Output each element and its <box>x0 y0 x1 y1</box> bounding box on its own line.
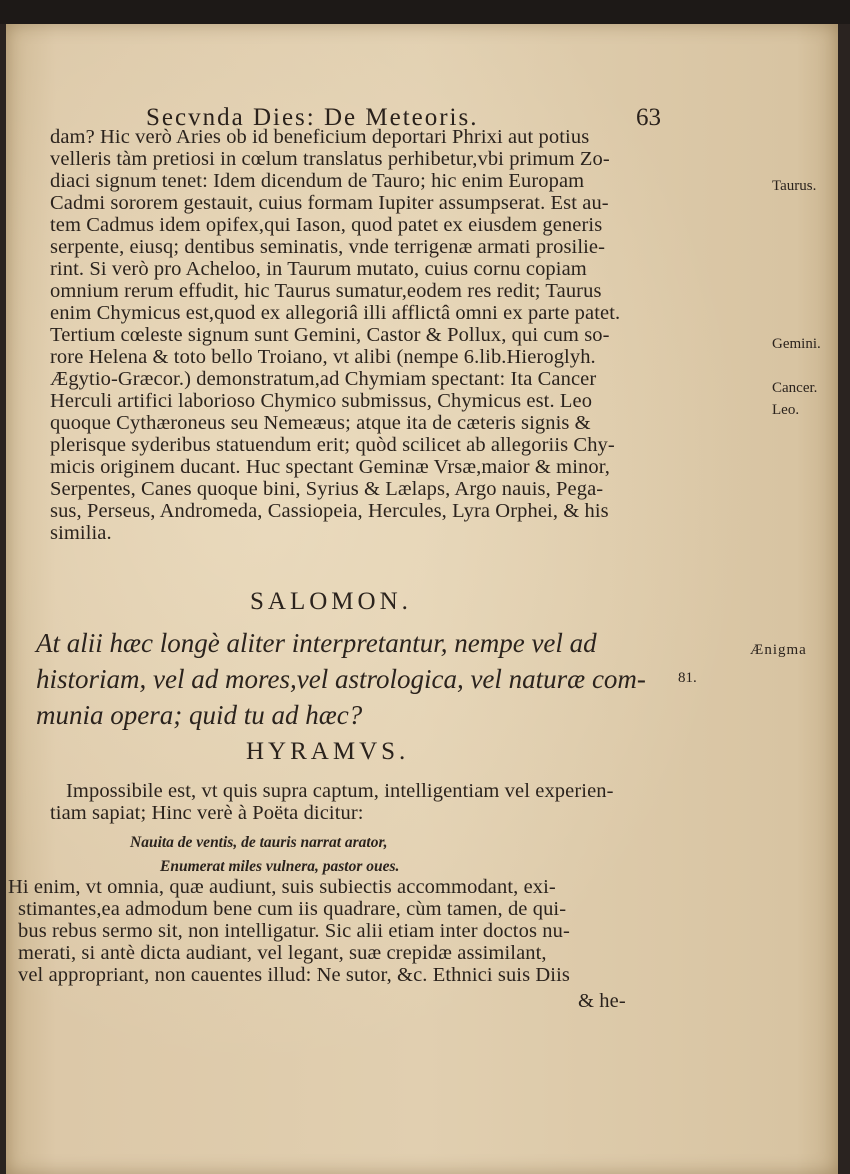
verse-line: Nauita de ventis, de tauris narrat arator, <box>130 834 388 851</box>
closing-line: stimantes,ea admodum bene cum iis quadrare, cùm tamen, de qui- <box>18 898 567 920</box>
margin-note-taurus: Taurus. <box>772 178 817 194</box>
body-line: micis originem ducant. Huc spectant Geminæ Vrsæ,maior & minor, <box>50 456 611 478</box>
body-line: dam? Hic verò Aries ob id beneficium deportari Phrixi aut potius <box>50 126 590 148</box>
catchword: & he- <box>578 990 626 1012</box>
book-page <box>6 24 838 1174</box>
body-line: velleris tàm pretiosi in cœlum translatus perhibetur,vbi primum Zo- <box>50 148 610 170</box>
body-line: tem Cadmus idem opifex,qui Iason, quod patet ex eiusdem generis <box>50 214 603 236</box>
page-number: 63 <box>636 104 661 131</box>
body-line: Serpentes, Canes quoque bini, Syrius & Lælaps, Argo nauis, Pega- <box>50 478 604 500</box>
body-line: quoque Cythæroneus seu Nemeæus; atque ita de cæteris signis & <box>50 412 591 434</box>
body-line: serpente, eiusq; dentibus seminatis, vnde terrigenæ armati prosilie- <box>50 236 606 258</box>
body-line: sus, Perseus, Andromeda, Cassiopeia, Hercules, Lyra Orphei, & his <box>50 500 609 522</box>
body-line: plerisque syderibus statuendum erit; quòd scilicet ab allegoriis Chy- <box>50 434 615 456</box>
body-line: enim Chymicus est,quod ex allegoriâ illi afflictâ omni ex parte patet. <box>50 302 621 324</box>
body-line: similia. <box>50 522 112 544</box>
margin-note-leo: Leo. <box>772 402 800 418</box>
scan-border <box>0 0 850 24</box>
closing-line: merati, si antè dicta audiant, vel legant, suæ crepidæ assimilant, <box>18 942 547 964</box>
aenigma-line: At alii hæc longè aliter interpretantur, nempe vel ad <box>36 628 597 658</box>
running-title: Secvnda Dies: De Meteoris. <box>146 104 479 131</box>
body-line: Herculi artifici laborioso Chymico submissus, Chymicus est. Leo <box>50 390 593 412</box>
margin-note-aenigma: Ænigma <box>750 642 807 658</box>
body-line: Ægytio-Græcor.) demonstratum,ad Chymiam spectant: Ita Cancer <box>50 368 597 390</box>
answer-line: Impossibile est, vt quis supra captum, intelligentiam vel experien- <box>66 780 614 802</box>
body-line: Cadmi sororem gestauit, cuius formam Iupiter assumpserat. Est au- <box>50 192 609 214</box>
body-line: Tertium cœleste signum sunt Gemini, Castor & Pollux, qui cum so- <box>50 324 610 346</box>
closing-line: bus rebus sermo sit, non intelligatur. Sic alii etiam inter doctos nu- <box>18 920 570 942</box>
body-line: rint. Si verò pro Acheloo, in Taurum mutato, cuius cornu copiam <box>50 258 587 280</box>
aenigma-line: munia opera; quid tu ad hæc? <box>36 700 363 730</box>
margin-note-number: 81. <box>678 670 697 686</box>
body-line: diaci signum tenet: Idem dicendum de Tauro; hic enim Europam <box>50 170 585 192</box>
margin-note-cancer: Cancer. <box>772 380 818 396</box>
verse-line: Enumerat miles vulnera, pastor oues. <box>160 858 400 875</box>
body-line: rore Helena & toto bello Troiano, vt alibi (nempe 6.lib.Hieroglyh. <box>50 346 596 368</box>
closing-line: vel appropriant, non cauentes illud: Ne sutor, &c. Ethnici suis Diis <box>18 964 570 986</box>
body-line: omnium rerum effudit, hic Taurus sumatur,eodem res redit; Taurus <box>50 280 602 302</box>
closing-line: Hi enim, vt omnia, quæ audiunt, suis subiectis accommodant, exi- <box>8 876 556 898</box>
margin-note-gemini: Gemini. <box>772 336 821 352</box>
aenigma-line: historiam, vel ad mores,vel astrologica, vel naturæ com- <box>36 664 646 694</box>
answer-line: tiam sapiat; Hinc verè à Poëta dicitur: <box>50 802 364 824</box>
heading-hyramus: HYRAMVS. <box>246 738 410 765</box>
heading-salomon: SALOMON. <box>250 588 412 615</box>
